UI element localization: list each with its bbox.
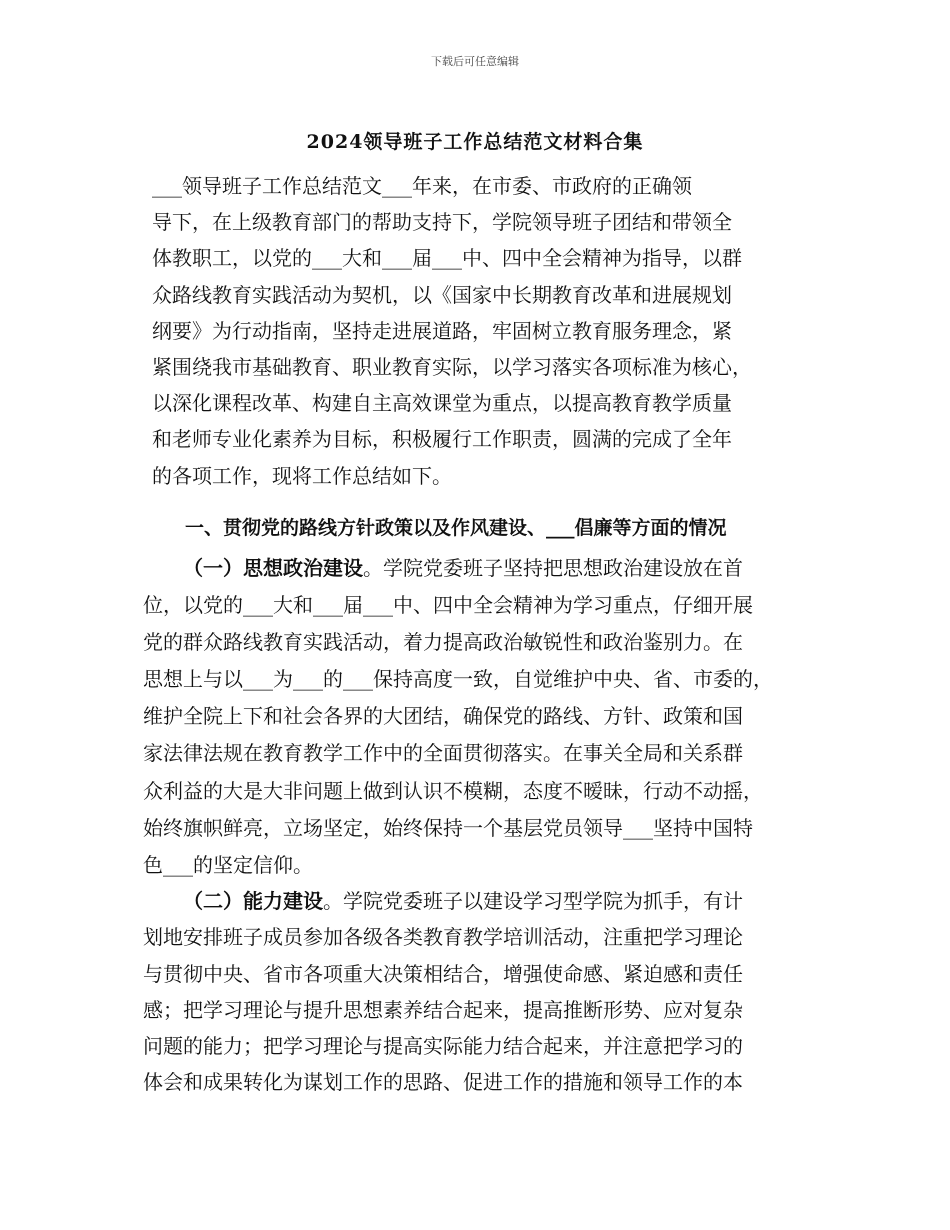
subsection-capability <box>143 883 833 1101</box>
intro-line: 导下，在上级教育部门的帮助支持下，学院领导班子团结和带领全 <box>152 210 732 235</box>
subsection-label: （二）能力建设 <box>183 889 323 913</box>
page-header-note: 下载后可任意编辑 <box>431 55 519 68</box>
body-line: 众利益的大是大非问题上做到认识不模糊，态度不暧昧，行动不动摇， <box>143 778 763 803</box>
body-line: 始终旗帜鲜亮，立场坚定，始终保持一个基层党员领导___坚持中国特 <box>143 815 753 840</box>
body-line: 感；把学习理论与提升思想素养结合起来，提高推断形势、应对复杂 <box>143 997 743 1022</box>
intro-line: 的各项工作，现将工作总结如下。 <box>152 463 452 488</box>
body-line: 与贯彻中央、省市各项重大决策相结合，增强使命感、紧迫感和责任 <box>143 961 743 986</box>
subsection-first-line <box>143 883 833 919</box>
intro-paragraph <box>152 168 812 494</box>
body-line: 体会和成果转化为谋划工作的思路、促进工作的措施和领导工作的本 <box>143 1070 743 1095</box>
body-line: 划地安排班子成员参加各级各类教育教学培训活动，注重把学习理论 <box>143 925 743 950</box>
section-heading: 一、贯彻党的路线方针政策以及作风建设、___倡廉等方面的情况 <box>185 517 727 539</box>
body-line: 问题的能力；把学习理论与提高实际能力结合起来，并注意把学习的 <box>143 1034 743 1059</box>
document-title: 2024领导班子工作总结范文材料合集 <box>306 131 644 153</box>
intro-line: 纲要》为行动指南，坚持走进展道路，牢固树立教育服务理念，紧 <box>152 318 732 343</box>
body-line: 色___的坚定信仰。 <box>143 852 313 877</box>
body-line: 思想上与以___为___的___保持高度一致，自觉维护中央、省、市委的， <box>143 667 773 692</box>
subsection-first-line <box>143 550 833 587</box>
body-line: 党的群众路线教育实践活动，着力提高政治敏锐性和政治鉴别力。在 <box>143 630 743 655</box>
body-line: 维护全院上下和社会各界的大团结，确保党的路线、方针、政策和国 <box>143 704 743 729</box>
intro-line: 体教职工，以党的___大和___届___中、四中全会精神为指导，以群 <box>152 246 742 271</box>
intro-line: 紧围绕我市基础教育、职业教育实际，以学习落实各项标准为核心， <box>152 354 752 379</box>
subsection-label: （一）思想政治建设 <box>183 556 363 580</box>
intro-line: 众路线教育实践活动为契机，以《国家中长期教育改革和进展规划 <box>152 282 732 307</box>
body-line: 家法律法规在教育教学工作中的全面贯彻落实。在事关全局和关系群 <box>143 741 743 766</box>
subsection-text: 。学院党委班子以建设学习型学院为抓手，有计 <box>323 889 743 913</box>
intro-line: 以深化课程改革、构建自主高效课堂为重点，以提高教育教学质量 <box>152 391 732 416</box>
body-line: 位，以党的___大和___届___中、四中全会精神为学习重点，仔细开展 <box>143 593 753 618</box>
subsection-text: 。学院党委班子坚持把思想政治建设放在首 <box>363 556 743 580</box>
intro-line: ___领导班子工作总结范文___年来，在市委、市政府的正确领 <box>152 174 692 198</box>
subsection-political <box>143 550 833 884</box>
intro-line: 和老师专业化素养为目标，积极履行工作职责，圆满的完成了全年 <box>152 427 732 452</box>
